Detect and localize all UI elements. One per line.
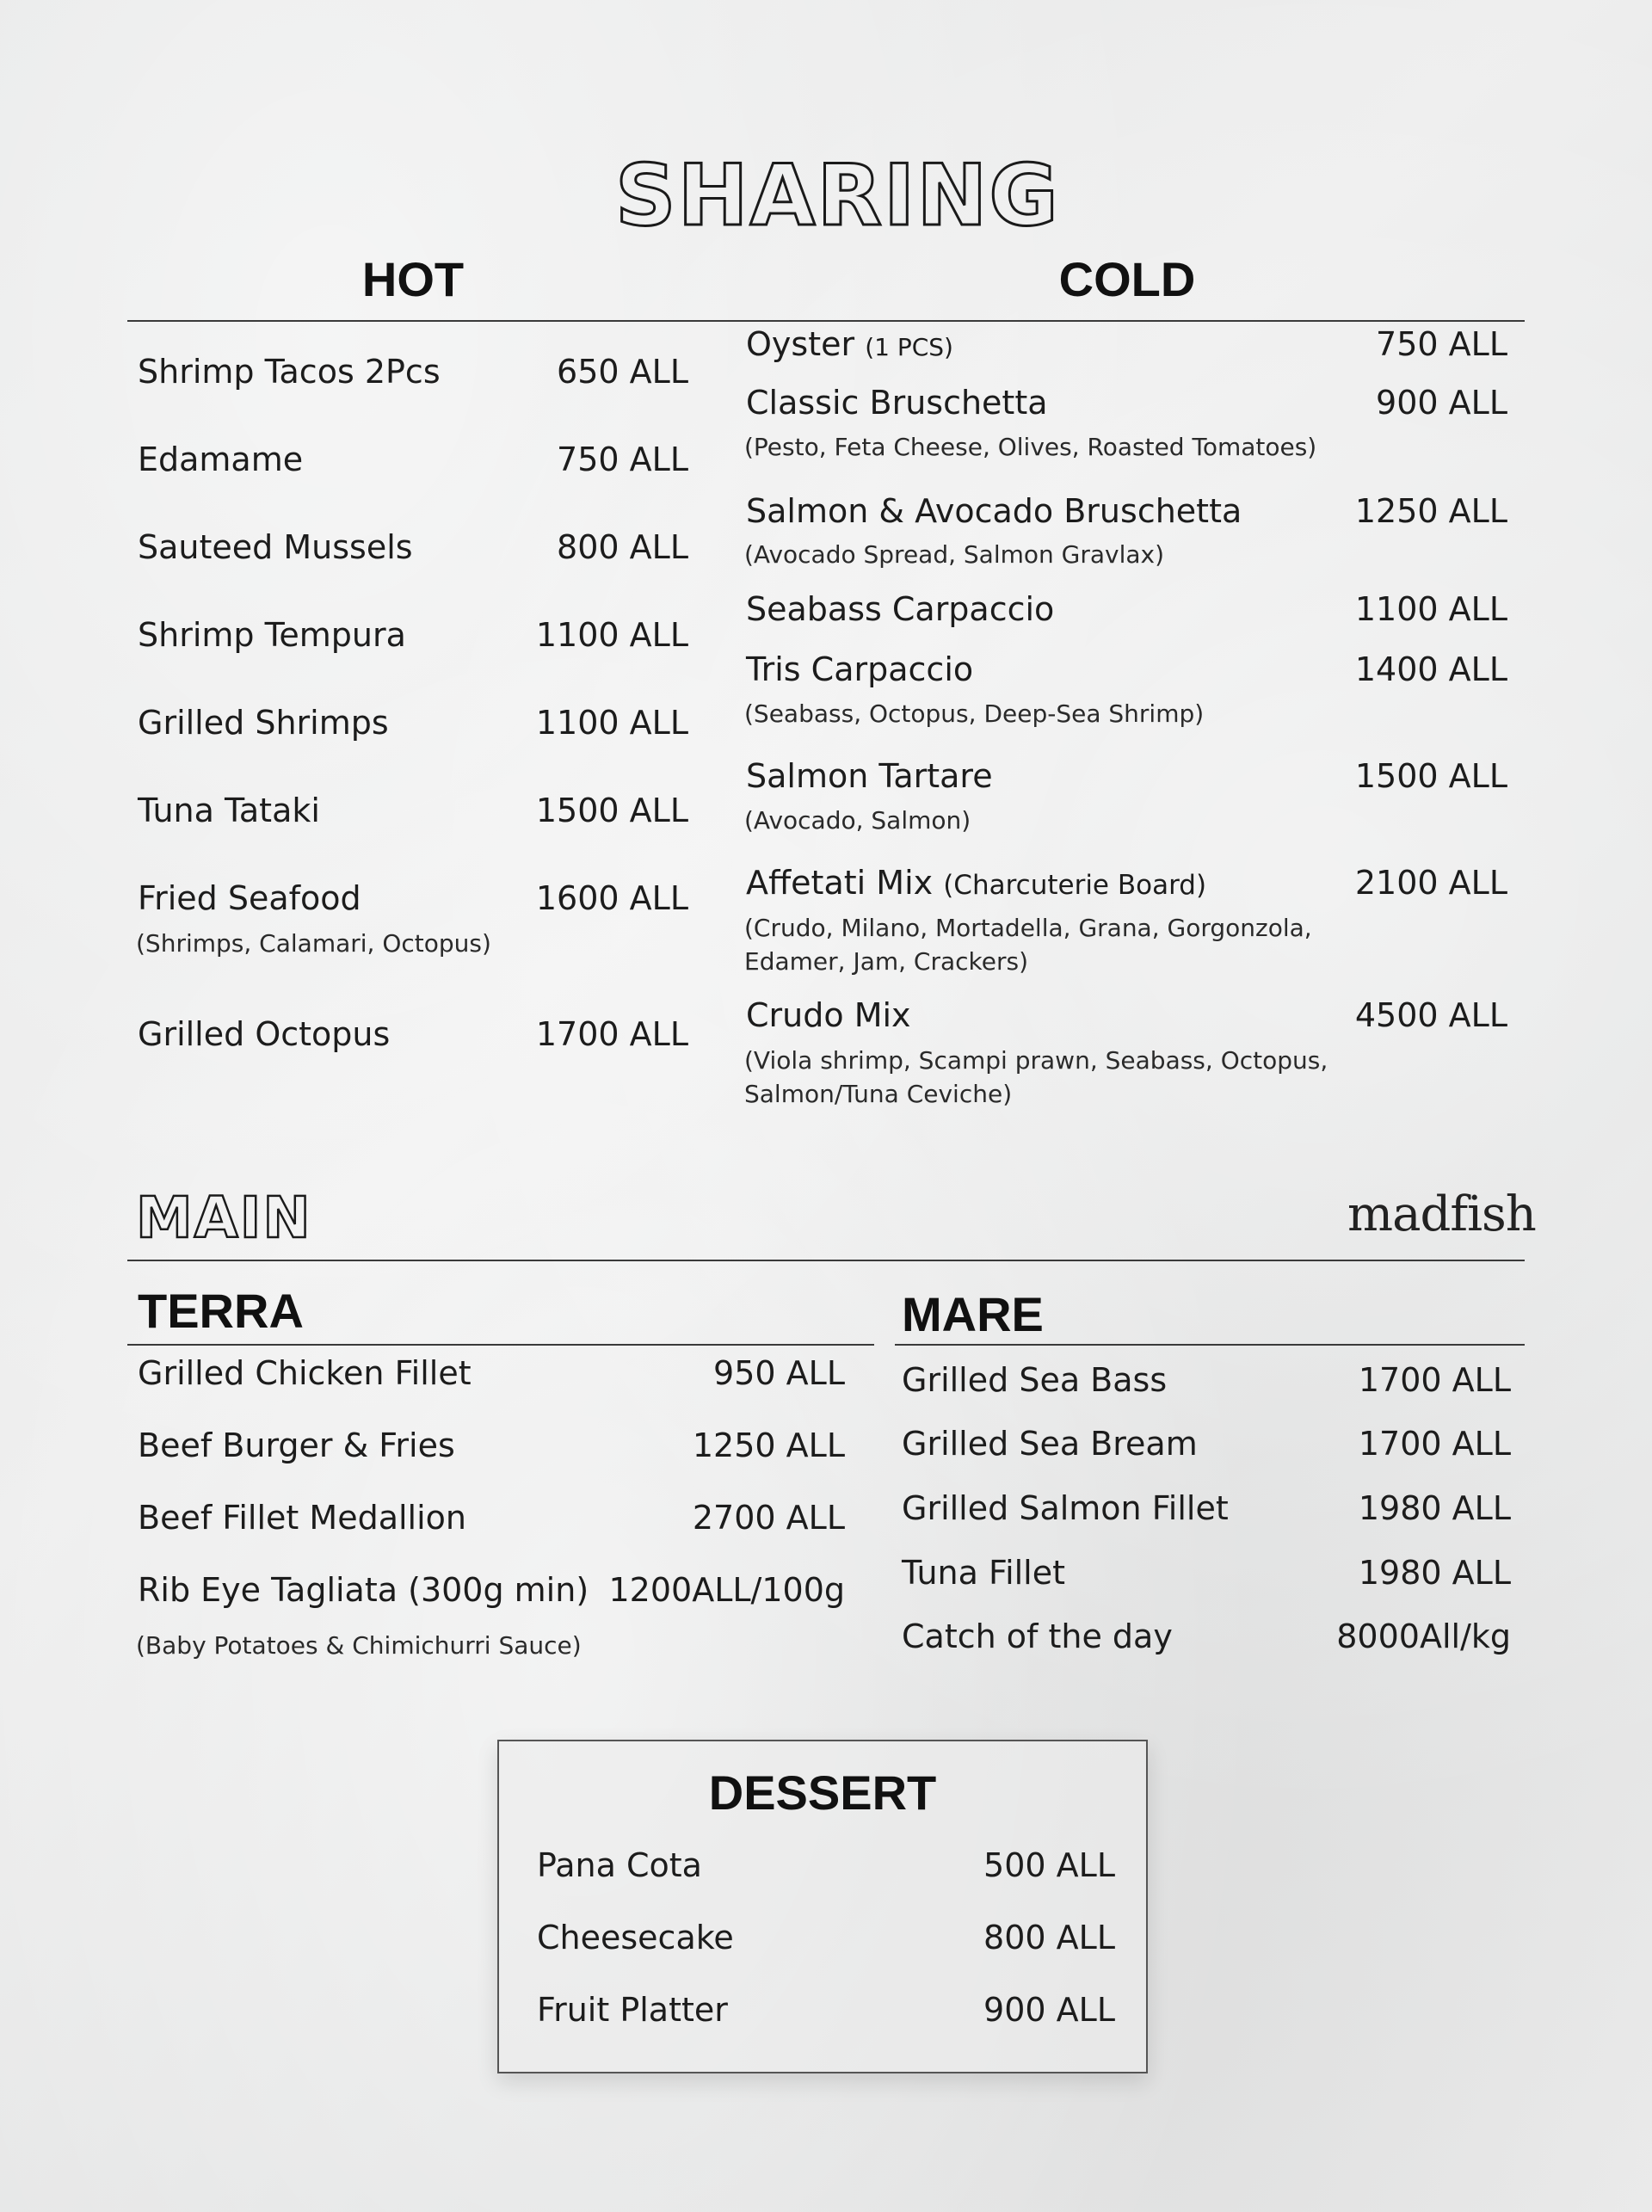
menu-item-note: Edamer, Jam, Crackers) — [744, 947, 1029, 976]
menu-item-name: Tuna Tataki — [138, 792, 320, 829]
menu-item-name: Shrimp Tacos 2Pcs — [138, 353, 441, 391]
menu-item-price: 750 ALL — [557, 441, 688, 478]
menu-item-price: 1250 ALL — [692, 1426, 845, 1464]
menu-item-name — [746, 325, 953, 363]
menu-item-note: (Baby Potatoes & Chimichurri Sauce) — [136, 1631, 582, 1660]
menu-item-name-text: Affetati Mix — [746, 864, 934, 902]
menu-item-note: (Shrimps, Calamari, Octopus) — [136, 929, 491, 958]
menu-item-name: Sauteed Mussels — [138, 528, 413, 566]
menu-item-note: (Seabass, Octopus, Deep-Sea Shrimp) — [744, 699, 1205, 728]
madfish-logo: madfish — [1347, 1186, 1536, 1242]
menu-item-price: 1100 ALL — [535, 704, 688, 742]
menu-item-price: 1980 ALL — [1358, 1489, 1511, 1527]
menu-item-price: 1250 ALL — [1354, 492, 1507, 530]
menu-item-name: Fruit Platter — [537, 1991, 728, 2029]
menu-item-price: 950 ALL — [713, 1354, 845, 1392]
menu-item-name: Edamame — [138, 441, 304, 478]
menu-item-note: Salmon/Tuna Ceviche) — [744, 1080, 1013, 1108]
menu-item-note: (Viola shrimp, Scampi prawn, Seabass, Octopus, — [744, 1046, 1328, 1075]
menu-item-name: Grilled Chicken Fillet — [138, 1354, 472, 1392]
menu-item-name: Cheesecake — [537, 1919, 734, 1956]
menu-item-name: Classic Bruschetta — [746, 384, 1048, 422]
menu-item-name: Grilled Salmon Fillet — [902, 1489, 1229, 1527]
sharing-title: SHARING — [615, 147, 1060, 245]
menu-item-name: Beef Fillet Medallion — [138, 1499, 466, 1537]
menu-item-note: (Crudo, Milano, Mortadella, Grana, Gorgonzola, — [744, 914, 1312, 942]
main-title: MAIN — [136, 1185, 312, 1251]
hot-heading: HOT — [361, 252, 465, 306]
menu-item-name: Grilled Octopus — [138, 1015, 391, 1053]
menu-item-name: Fried Seafood — [138, 879, 361, 917]
mare-divider — [895, 1344, 1525, 1346]
menu-item-price: 1100 ALL — [1354, 590, 1507, 628]
menu-item-name: Salmon Tartare — [746, 757, 993, 795]
menu-item-price: 2700 ALL — [692, 1499, 845, 1537]
mare-heading: MARE — [902, 1287, 1044, 1341]
menu-item-name: Grilled Shrimps — [138, 704, 389, 742]
menu-item-price: 650 ALL — [557, 353, 688, 391]
menu-item-price: 1200ALL/100g — [608, 1571, 845, 1609]
menu-item-price: 1100 ALL — [535, 616, 688, 654]
menu-item-name: Shrimp Tempura — [138, 616, 406, 654]
cold-heading: COLD — [1058, 252, 1196, 306]
menu-item-price: 900 ALL — [983, 1991, 1115, 2029]
menu-item-price: 1700 ALL — [535, 1015, 688, 1053]
dessert-heading: DESSERT — [708, 1765, 937, 1820]
menu-item-price: 1980 ALL — [1358, 1554, 1511, 1592]
menu-item-price: 4500 ALL — [1354, 996, 1507, 1034]
menu-item-name: Grilled Sea Bream — [902, 1425, 1198, 1463]
menu-item-note: (Pesto, Feta Cheese, Olives, Roasted Tomatoes) — [744, 433, 1317, 461]
menu-item-price: 800 ALL — [557, 528, 688, 566]
menu-item-note: (Avocado Spread, Salmon Gravlax) — [744, 540, 1165, 569]
menu-item-price: 1500 ALL — [1354, 757, 1507, 795]
menu-item-price: 750 ALL — [1376, 325, 1507, 363]
menu-item-name: Crudo Mix — [746, 996, 911, 1034]
menu-item-price: 800 ALL — [983, 1919, 1115, 1956]
menu-item-name: Tris Carpaccio — [746, 650, 974, 688]
menu-item-name: Salmon & Avocado Bruschetta — [746, 492, 1242, 530]
menu-item-price: 1500 ALL — [535, 792, 688, 829]
menu-item-qualifier: (1 PCS) — [865, 333, 953, 361]
menu-item-name: Catch of the day — [902, 1617, 1173, 1655]
sharing-divider — [127, 320, 1525, 322]
menu-item-price: 1700 ALL — [1358, 1361, 1511, 1399]
menu-item-price: 2100 ALL — [1354, 864, 1507, 902]
menu-item-name: Beef Burger & Fries — [138, 1426, 455, 1464]
menu-item-price: 900 ALL — [1376, 384, 1507, 422]
menu-item-name-text: Oyster — [746, 325, 855, 363]
menu-item-price: 500 ALL — [983, 1846, 1115, 1884]
menu-item-name: Grilled Sea Bass — [902, 1361, 1168, 1399]
menu-item-name: Rib Eye Tagliata (300g min) — [138, 1571, 589, 1609]
menu-item-price: 1600 ALL — [535, 879, 688, 917]
menu-item-price: 1400 ALL — [1354, 650, 1507, 688]
terra-divider — [127, 1344, 874, 1346]
menu-item-name: Tuna Fillet — [902, 1554, 1066, 1592]
main-divider — [127, 1260, 1525, 1261]
menu-item-note: (Avocado, Salmon) — [744, 806, 971, 835]
menu-item-name: Pana Cota — [537, 1846, 702, 1884]
menu-item-price: 8000All/kg — [1336, 1617, 1511, 1655]
menu-item-price: 1700 ALL — [1358, 1425, 1511, 1463]
terra-heading: TERRA — [138, 1284, 304, 1338]
menu-item-name — [746, 864, 1206, 902]
menu-item-name: Seabass Carpaccio — [746, 590, 1055, 628]
menu-item-qualifier: (Charcuterie Board) — [943, 870, 1207, 901]
